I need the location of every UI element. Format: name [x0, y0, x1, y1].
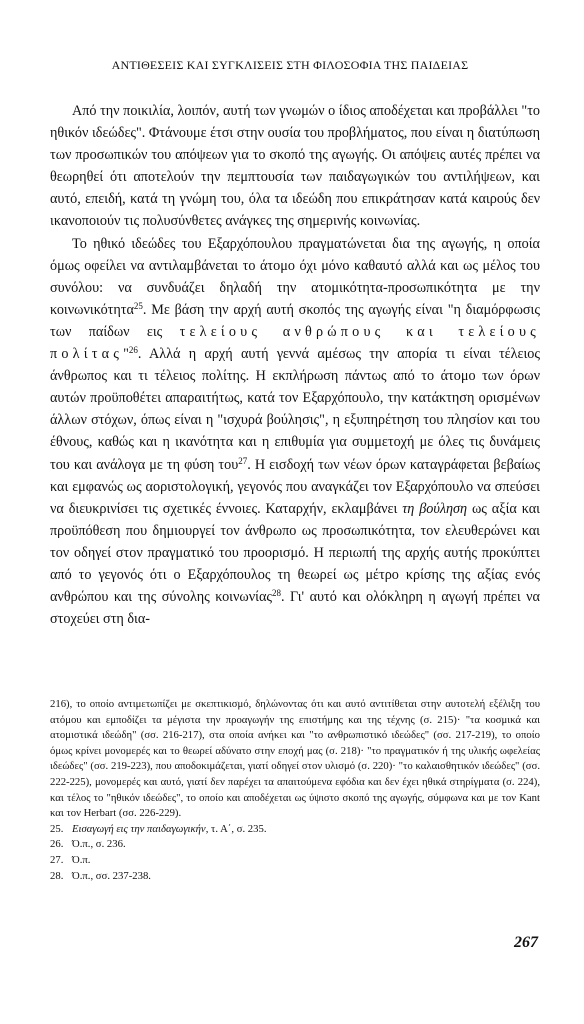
- footnote-text: Ό.π.: [72, 853, 91, 866]
- footnote-26: [50, 837, 540, 853]
- italic-term: τη βούληση: [402, 500, 468, 517]
- paragraph-2: [50, 233, 540, 631]
- footnote-title: Εισαγωγή εις την παιδαγωγικήν: [72, 822, 206, 835]
- footnote-27: [50, 853, 540, 869]
- emphasized-quote: τελείους ανθρώπους και τελείους πολίτας: [50, 323, 540, 363]
- paragraph-2-part-f: ως αξία και προϋπόθεση που δημιουργεί τον άνθρωπο ως προσωπικότητα, τον ελευθερώνει και τον οδηγεί στον πραγματικό του προορισμό. Η περιωπή της αρχής αυτής προκύπτει από το γεγονός ότι ο Εξαρχόπουλος τη θεωρεί ως μέτρο κρίσης της αξίας ενός ανθρώπου και της σύνολης κοινωνίας: [50, 500, 540, 606]
- footnote-number: 27.: [50, 853, 64, 866]
- footnote-number: 25.: [50, 822, 64, 835]
- running-head: ΑΝΤΙΘΕΣΕΙΣ ΚΑΙ ΣΥΓΚΛΙΣΕΙΣ ΣΤΗ ΦΙΛΟΣΟΦΙΑ ΤΗΣ ΠΑΙΔΕΙΑΣ: [111, 58, 469, 72]
- footnote-ref-27: 27: [238, 455, 248, 466]
- footnotes: [50, 697, 540, 884]
- footnote-number: 28.: [50, 869, 64, 882]
- paragraph-2-part-e: . Η εισδοχή των νέων όρων καταγράφεται βεβαίως και εμφανώς ως αοριστολογική, γεγονός που αναγκάζει τον Εξαρχόπουλο να σπεύσει να διευκρινίσει τις σχετικές έννοιες. Καταρχήν, εκλαμβάνει: [50, 456, 540, 517]
- footnote-ref-25: 25: [133, 300, 143, 311]
- footnote-text: , τ. Α΄, σ. 235.: [205, 822, 267, 835]
- main-text: [50, 100, 540, 630]
- footnote-text: Ό.π., σσ. 237-238.: [72, 869, 151, 882]
- paragraph-2-part-d: . Αλλά η αρχή αυτή γεννά αμέσως την απορία τι είναι τέλειος άνθρωπος και τι τέλειος πολίτης. Η εκπλήρωση πάντως από το άτομο των όρων αυτών προϋποθέτει απαραιτήτως, κατά τον Εξαρχόπουλο, την κατάκτηση ορισμένων άλλων στόχων, όπως είναι η "ισχυρά βούλησις", η εξυπηρέτηση του πλησίον και του έθνους, καθώς και η ικανότητα και η επιθυμία για συμμετοχή με όλες τις δυνάμεις του και ανάλογα με τη φύση του: [50, 346, 540, 473]
- page-number: 267: [514, 934, 538, 951]
- paragraph-2-quote-close: ": [123, 346, 129, 363]
- footnote-ref-26: 26: [128, 345, 138, 356]
- paragraph-1: Από την ποικιλία, λοιπόν, αυτή των γνωμών ο ίδιος αποδέχεται και προβάλλει "το ηθικόν ιδεώδες". Φτάνουμε έτσι στην ουσία του προβλήματος, που είναι η διατύπωση των προσωπικών του απόψεων για το σκοπό της αγωγής. Οι απόψεις αυτές πρέπει να θεωρηθεί ότι αποτελούν την πεμπτουσία των παιδαγωγικών του αντιλήψεων, και αυτό, επειδή, κατά τη γνώμη του, όλα τα ιδεώδη που επικράτησαν κατά καιρούς δεν ικανοποιούν τις πολυσύνθετες ανάγκες της σημερινής κοινωνίας.: [50, 103, 540, 230]
- footnote-number: 26.: [50, 838, 64, 851]
- footnote-text: Ό.π., σ. 236.: [72, 838, 126, 851]
- footnote-28: [50, 869, 540, 885]
- paragraph-2-part-b: . Με βάση την αρχή αυτή σκοπός της αγωγής είναι "η διαμόρφωσις των παίδων εις: [50, 301, 540, 340]
- footnote-continuation: 216), το οποίο αντιμετωπίζει με σκεπτικισμό, δηλώνοντας ότι και αυτό αντιτίθεται στην αυτοτελή εξέλιξη του ατόμου και εμποδίζει τα μέγιστα την προαγωγήν της επιστήμης και της τέχνης (σ. 215)· "τα κοσμικά και ατομιστικά ιδεώδη" (σσ. 216-217), στα οποία ανήκει και "το ανθρωπιστικό ιδεώδες" (σσ. 217-219), το οποίο όμως κρίνει μονομερές και το θεωρεί αδύνατο στην εποχή μας (σ. 218)· "το πραγματικόν ή της υλικής ωφελείας ιδεώδες" (σσ. 219-223), που αποδοκιμάζεται, γιατί οδηγεί στον υλισμό (σ. 220)· "το καλαισθητικόν ιδεώδες" (σσ. 222-225), μονομερές και αυτό, γιατί δεν παρέχει τα απαιτούμενα εφόδια και δεν έχει ηθικά στηρίγματα (σ. 224), και τέλος το "ηθικόν ιδεώδες", το οποίο και αποδέχεται ως ύψιστο σκοπό της αγωγής, σύμφωνα και με τον Kant και τον Herbart (σσ. 226-229).: [50, 698, 540, 820]
- footnote-25: [50, 822, 540, 838]
- paragraph-2-part-a: Το ηθικό ιδεώδες του Εξαρχόπουλου πραγματώνεται δια της αγωγής, η οποία όμως οφείλει να αντιλαμβάνεται το άτομο όχι μόνο καθαυτό αλλά και ως μέλος του συνόλου: να συνδυάζει δηλαδή την ατομικότητα-προσωπικότητα με την κοινωνικότητα: [50, 235, 540, 318]
- paragraph-2-part-g: . Γι' αυτό και ολόκληρη η αγωγή πρέπει να στοχεύει στη δια-: [50, 589, 540, 628]
- footnote-ref-28: 28: [272, 588, 282, 599]
